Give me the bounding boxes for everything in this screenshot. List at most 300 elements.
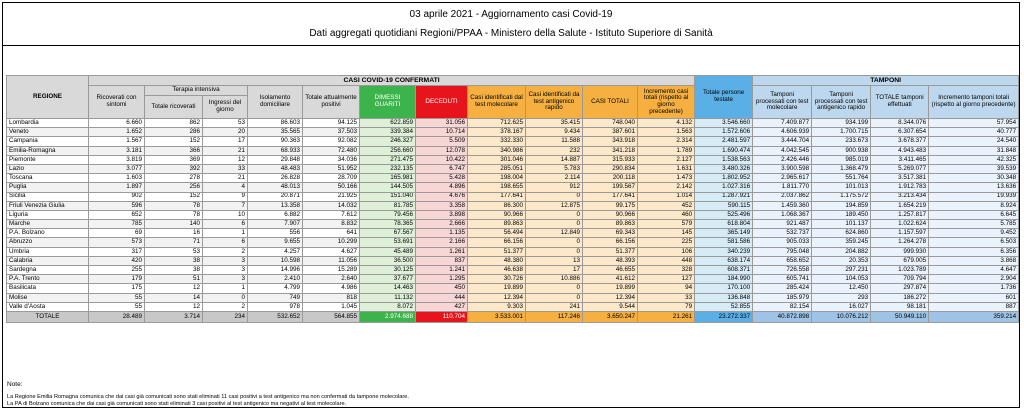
cell-ricoverati: 785 [89, 220, 145, 229]
cell-regione: Valle d'Aosta [7, 302, 89, 311]
table-row [7, 137, 1019, 146]
total-isolamento: 532.652 [248, 311, 303, 322]
cell-casi-molecolare: 66.156 [468, 238, 526, 247]
table-row [7, 128, 1019, 137]
cell-deceduti: 3.898 [416, 210, 468, 219]
cell-regione: Puglia [7, 183, 89, 192]
cell-casi-antigenico: 9.434 [526, 128, 583, 137]
cell-dimessi-guariti: 45.489 [360, 247, 416, 256]
cell-tamponi-antigenico: 985.019 [812, 155, 871, 164]
table-row [7, 164, 1019, 173]
cell-incremento-tamponi: 601 [929, 293, 1019, 302]
cell-dimessi-guariti: 232.135 [360, 164, 416, 173]
cell-casi-totali: 89.863 [583, 220, 638, 229]
cell-isolamento: 10.598 [248, 256, 303, 265]
cell-ti-ingressi: 2 [203, 302, 248, 311]
cell-ricoverati: 3.077 [89, 164, 145, 173]
cell-tamponi-antigenico: 624.860 [812, 229, 871, 238]
cell-tamponi-totale: 3.411.465 [871, 155, 929, 164]
total-tamponi-totale: 50.949.110 [871, 311, 929, 322]
cell-persone-testate: 1.027.316 [695, 183, 753, 192]
table-row [7, 146, 1019, 155]
cell-casi-molecolare: 177.641 [468, 192, 526, 201]
cell-incremento-tamponi: 6.645 [929, 210, 1019, 219]
cell-casi-molecolare: 198.655 [468, 183, 526, 192]
cell-regione: Lombardia [7, 119, 89, 128]
cell-incremento-casi: 460 [638, 210, 695, 219]
cell-tamponi-totale: 1.023.789 [871, 266, 929, 275]
cell-isolamento: 20.871 [248, 192, 303, 201]
cell-regione: Lazio [7, 164, 89, 173]
cell-tamponi-molecolare: 3.900.598 [753, 164, 812, 173]
cell-attualmente-positivi: 14.032 [303, 201, 360, 210]
cell-isolamento: 68.933 [248, 146, 303, 155]
cell-ti-ingressi: 4 [203, 183, 248, 192]
cell-ti-totale: 14 [145, 293, 203, 302]
cell-casi-antigenico: 2.114 [526, 174, 583, 183]
cell-tamponi-antigenico: 233.673 [812, 137, 871, 146]
cell-persone-testate: 3.480.326 [695, 164, 753, 173]
cell-persone-testate: 638.174 [695, 256, 753, 265]
table-row [7, 210, 1019, 219]
cell-incremento-tamponi: 6.356 [929, 247, 1019, 256]
cell-ti-totale: 53 [145, 247, 203, 256]
cell-dimessi-guariti: 144.505 [360, 183, 416, 192]
total-deceduti: 110.704 [416, 311, 468, 322]
cell-deceduti: 5.428 [416, 174, 468, 183]
cell-tamponi-antigenico: 101.013 [812, 183, 871, 192]
cell-attualmente-positivi: 7.612 [303, 210, 360, 219]
col-attualmente-positivi: Totale attualmente positivi [303, 86, 360, 119]
table-row [7, 302, 1019, 311]
cell-tamponi-antigenico: 1.700.715 [812, 128, 871, 137]
cell-tamponi-totale: 6.307.654 [871, 128, 929, 137]
cell-casi-antigenico: 10.886 [526, 275, 583, 284]
cell-ti-totale: 152 [145, 192, 203, 201]
col-persone-testate: Totale persone testate [695, 76, 753, 119]
cell-dimessi-guariti: 256.660 [360, 146, 416, 155]
cell-persone-testate: 170.100 [695, 284, 753, 293]
cell-isolamento: 14.996 [248, 266, 303, 275]
cell-deceduti: 4.896 [416, 183, 468, 192]
cell-tamponi-totale: 679.005 [871, 256, 929, 265]
cell-regione: Sicilia [7, 192, 89, 201]
cell-deceduti: 2.666 [416, 220, 468, 229]
cell-casi-antigenico: 241 [526, 302, 583, 311]
cell-casi-totali: 90.966 [583, 210, 638, 219]
cell-casi-totali: 48.393 [583, 256, 638, 265]
cell-persone-testate: 3.546.660 [695, 119, 753, 128]
cell-tamponi-molecolare: 658.652 [753, 256, 812, 265]
cell-isolamento: 6.882 [248, 210, 303, 219]
totals-row [7, 311, 1019, 322]
cell-tamponi-totale: 1.912.783 [871, 183, 929, 192]
cell-isolamento: 556 [248, 229, 303, 238]
cell-attualmente-positivi: 72.480 [303, 146, 360, 155]
cell-casi-antigenico: 12.849 [526, 229, 583, 238]
cell-incremento-tamponi: 887 [929, 302, 1019, 311]
cell-incremento-casi: 106 [638, 247, 695, 256]
cell-incremento-casi: 1.473 [638, 174, 695, 183]
cell-dimessi-guariti: 165.981 [360, 174, 416, 183]
cell-casi-totali: 19.899 [583, 284, 638, 293]
cell-ti-ingressi: 2 [203, 247, 248, 256]
cell-deceduti: 1.135 [416, 229, 468, 238]
cell-casi-molecolare: 46.638 [468, 266, 526, 275]
cell-deceduti: 444 [416, 293, 468, 302]
cell-regione: Abruzzo [7, 238, 89, 247]
cell-tamponi-molecolare: 2.965.617 [753, 174, 812, 183]
cell-incremento-tamponi: 8.924 [929, 201, 1019, 210]
cell-casi-molecolare: 19.899 [468, 284, 526, 293]
cell-incremento-casi: 1.014 [638, 192, 695, 201]
group-terapia-intensiva: Terapia intensiva [145, 86, 248, 96]
cell-regione: Calabria [7, 256, 89, 265]
cell-tamponi-molecolare: 2.037.862 [753, 192, 812, 201]
cell-casi-antigenico: 0 [526, 293, 583, 302]
cell-casi-totali: 12.394 [583, 293, 638, 302]
cell-casi-totali: 41.612 [583, 275, 638, 284]
cell-ti-totale: 256 [145, 183, 203, 192]
cell-ricoverati: 1.603 [89, 174, 145, 183]
group-casi-confermati: CASI COVID-19 CONFERMATI [89, 76, 695, 86]
cell-casi-antigenico: 14.887 [526, 155, 583, 164]
cell-deceduti: 837 [416, 256, 468, 265]
cell-tamponi-molecolare: 905.033 [753, 238, 812, 247]
cell-casi-totali: 51.377 [583, 247, 638, 256]
cell-casi-antigenico: 0 [526, 220, 583, 229]
cell-isolamento: 978 [248, 302, 303, 311]
cell-tamponi-molecolare: 726.558 [753, 266, 812, 275]
cell-incremento-tamponi: 4.647 [929, 266, 1019, 275]
cell-attualmente-positivi: 8.832 [303, 220, 360, 229]
cell-casi-molecolare: 56.494 [468, 229, 526, 238]
cell-regione: Friuli Venezia Giulia [7, 201, 89, 210]
cell-isolamento: 2.410 [248, 275, 303, 284]
cell-tamponi-totale: 8.344.076 [871, 119, 929, 128]
col-ti-ingressi: Ingressi del giorno [203, 96, 248, 119]
cell-attualmente-positivi: 11.056 [303, 256, 360, 265]
cell-casi-totali: 315.933 [583, 155, 638, 164]
cell-deceduti: 450 [416, 284, 468, 293]
total-incremento-casi: 21.261 [638, 311, 695, 322]
cell-tamponi-antigenico: 293 [812, 293, 871, 302]
cell-persone-testate: 136.848 [695, 293, 753, 302]
cell-ti-ingressi: 10 [203, 210, 248, 219]
cell-tamponi-antigenico: 551.764 [812, 174, 871, 183]
cell-regione: P.A. Trento [7, 275, 89, 284]
cell-casi-molecolare: 285.051 [468, 164, 526, 173]
cell-casi-molecolare: 51.377 [468, 247, 526, 256]
cell-tamponi-antigenico: 189.450 [812, 210, 871, 219]
cell-casi-totali: 177.641 [583, 192, 638, 201]
col-regione: REGIONE [7, 76, 89, 119]
col-dimessi-guariti: DIMESSI GUARITI [360, 86, 416, 119]
cell-regione: Emilia-Romagna [7, 146, 89, 155]
cell-incremento-tamponi: 19.939 [929, 192, 1019, 201]
cell-dimessi-guariti: 271.475 [360, 155, 416, 164]
cell-casi-antigenico: 0 [526, 192, 583, 201]
report-subtitle: Dati aggregati quotidiani Regioni/PPAA - Ministero della Salute - Istituto Superiore di Sanità [309, 28, 713, 39]
cell-deceduti: 3.358 [416, 201, 468, 210]
cell-ricoverati: 55 [89, 302, 145, 311]
cell-ti-totale: 392 [145, 164, 203, 173]
cell-isolamento: 749 [248, 293, 303, 302]
cell-isolamento: 4.257 [248, 247, 303, 256]
cell-dimessi-guariti: 339.384 [360, 128, 416, 137]
cell-regione: P.A. Bolzano [7, 229, 89, 238]
col-tamponi-molecolare: Tamponi processati con test molecolare [753, 86, 812, 119]
cell-incremento-tamponi: 2.904 [929, 275, 1019, 284]
table-row [7, 238, 1019, 247]
cell-deceduti: 427 [416, 302, 468, 311]
cell-ti-ingressi: 33 [203, 164, 248, 173]
cell-tamponi-molecolare: 285.424 [753, 284, 812, 293]
cell-casi-molecolare: 30.726 [468, 275, 526, 284]
cell-attualmente-positivi: 10.299 [303, 238, 360, 247]
cell-persone-testate: 590.115 [695, 201, 753, 210]
cell-tamponi-totale: 709.794 [871, 275, 929, 284]
cell-incremento-tamponi: 57.954 [929, 119, 1019, 128]
table-row [7, 229, 1019, 238]
cell-casi-antigenico: 912 [526, 183, 583, 192]
cell-casi-molecolare: 48.380 [468, 256, 526, 265]
cell-regione: Liguria [7, 210, 89, 219]
cell-casi-molecolare: 378.167 [468, 128, 526, 137]
cell-casi-totali: 748.040 [583, 119, 638, 128]
cell-incremento-tamponi: 42.325 [929, 155, 1019, 164]
cell-tamponi-totale: 999.930 [871, 247, 929, 256]
cell-tamponi-totale: 1.264.278 [871, 238, 929, 247]
cell-casi-antigenico: 5.783 [526, 164, 583, 173]
cell-ti-totale: 152 [145, 137, 203, 146]
total-casi-antigenico: 117.246 [526, 311, 583, 322]
cell-casi-molecolare: 332.330 [468, 137, 526, 146]
cell-ti-totale: 12 [145, 302, 203, 311]
cell-tamponi-molecolare: 7.409.877 [753, 119, 812, 128]
cell-isolamento: 35.565 [248, 128, 303, 137]
cell-deceduti: 2.166 [416, 238, 468, 247]
total-ti-ingressi: 234 [203, 311, 248, 322]
report-title: 03 aprile 2021 - Aggiornamento casi Covid-19 [409, 9, 613, 20]
cell-incremento-casi: 33 [638, 293, 695, 302]
cell-casi-antigenico: 13 [526, 256, 583, 265]
cell-tamponi-antigenico: 900.938 [812, 146, 871, 155]
table-row [7, 247, 1019, 256]
cell-incremento-casi: 448 [638, 256, 695, 265]
cell-tamponi-antigenico: 204.882 [812, 247, 871, 256]
cell-incremento-casi: 79 [638, 302, 695, 311]
cell-tamponi-molecolare: 3.444.704 [753, 137, 812, 146]
cell-ricoverati: 317 [89, 247, 145, 256]
cell-isolamento: 48.483 [248, 164, 303, 173]
cell-casi-molecolare: 9.303 [468, 302, 526, 311]
cell-tamponi-molecolare: 2.426.446 [753, 155, 812, 164]
cell-casi-totali: 99.175 [583, 201, 638, 210]
col-casi-antigenico: Casi identificati da test antigenico rapido [526, 86, 583, 119]
cell-incremento-tamponi: 9.452 [929, 229, 1019, 238]
cell-attualmente-positivi: 28.709 [303, 174, 360, 183]
cell-dimessi-guariti: 79.456 [360, 210, 416, 219]
cell-ti-ingressi: 17 [203, 137, 248, 146]
cell-incremento-tamponi: 24.540 [929, 137, 1019, 146]
total-tamponi-antigenico: 10.076.212 [812, 311, 871, 322]
cell-casi-molecolare: 301.046 [468, 155, 526, 164]
cell-ricoverati: 1.567 [89, 137, 145, 146]
col-tamponi-antigenico: Tamponi processati con test antigenico rapido [812, 86, 871, 119]
cell-tamponi-antigenico: 359.245 [812, 238, 871, 247]
table-row [7, 220, 1019, 229]
cell-tamponi-antigenico: 12.450 [812, 284, 871, 293]
cell-persone-testate: 581.586 [695, 238, 753, 247]
cell-tamponi-antigenico: 1.368.479 [812, 164, 871, 173]
cell-regione: Piemonte [7, 155, 89, 164]
cell-ti-totale: 286 [145, 128, 203, 137]
col-ricoverati: Ricoverati con sintomi [89, 86, 145, 119]
cell-persone-testate: 608.371 [695, 266, 753, 275]
report-frame [2, 2, 1020, 408]
cell-regione: Basilicata [7, 284, 89, 293]
cell-ricoverati: 179 [89, 275, 145, 284]
table-body [7, 119, 1019, 312]
cell-tamponi-totale: 1.257.817 [871, 210, 929, 219]
covid-table [6, 75, 1019, 323]
cell-attualmente-positivi: 34.036 [303, 155, 360, 164]
cell-ricoverati: 175 [89, 284, 145, 293]
cell-isolamento: 86.603 [248, 119, 303, 128]
cell-casi-totali: 69.343 [583, 229, 638, 238]
table-row [7, 183, 1019, 192]
cell-isolamento: 90.363 [248, 137, 303, 146]
cell-persone-testate: 2.481.597 [695, 137, 753, 146]
cell-regione: Umbria [7, 247, 89, 256]
note-line: La PA di Bolzano comunica che dai casi già comunicati sono stati eliminati 3 casi positivi al test antigenico ma negativi al test molecolare. [7, 401, 347, 408]
cell-persone-testate: 184.990 [695, 275, 753, 284]
cell-incremento-tamponi: 5.785 [929, 220, 1019, 229]
cell-ti-ingressi: 0 [203, 293, 248, 302]
cell-regione: Toscana [7, 174, 89, 183]
cell-ti-totale: 862 [145, 119, 203, 128]
table-row [7, 192, 1019, 201]
col-incremento-tamponi: Incremento tamponi totali (rispetto al giorno precedente) [929, 86, 1019, 119]
cell-tamponi-antigenico: 934.199 [812, 119, 871, 128]
cell-ti-ingressi: 3 [203, 256, 248, 265]
cell-tamponi-molecolare: 1.811.770 [753, 183, 812, 192]
cell-casi-molecolare: 12.394 [468, 293, 526, 302]
cell-casi-molecolare: 712.625 [468, 119, 526, 128]
total-casi-totali: 3.650.247 [583, 311, 638, 322]
cell-tamponi-molecolare: 4.042.545 [753, 146, 812, 155]
cell-ricoverati: 3.819 [89, 155, 145, 164]
cell-attualmente-positivi: 4.986 [303, 284, 360, 293]
cell-dimessi-guariti: 14.463 [360, 284, 416, 293]
cell-dimessi-guariti: 30.125 [360, 266, 416, 275]
cell-incremento-casi: 452 [638, 201, 695, 210]
cell-casi-totali: 290.834 [583, 164, 638, 173]
cell-ti-ingressi: 20 [203, 128, 248, 137]
cell-deceduti: 5.509 [416, 137, 468, 146]
cell-ricoverati: 3.181 [89, 146, 145, 155]
cell-tamponi-molecolare: 1.459.360 [753, 201, 812, 210]
cell-incremento-tamponi: 6.503 [929, 238, 1019, 247]
cell-tamponi-totale: 3.678.377 [871, 137, 929, 146]
cell-casi-molecolare: 90.966 [468, 210, 526, 219]
cell-ti-ingressi: 6 [203, 220, 248, 229]
table-row [7, 119, 1019, 128]
cell-incremento-casi: 2.127 [638, 155, 695, 164]
cell-ricoverati: 255 [89, 266, 145, 275]
cell-isolamento: 7.907 [248, 220, 303, 229]
cell-ti-ingressi: 9 [203, 192, 248, 201]
cell-tamponi-molecolare: 185.979 [753, 293, 812, 302]
cell-regione: Sardegna [7, 266, 89, 275]
cell-persone-testate: 52.855 [695, 302, 753, 311]
cell-attualmente-positivi: 1.045 [303, 302, 360, 311]
cell-dimessi-guariti: 53.691 [360, 238, 416, 247]
cell-incremento-casi: 1.789 [638, 146, 695, 155]
cell-ti-ingressi: 12 [203, 155, 248, 164]
cell-ti-totale: 12 [145, 284, 203, 293]
cell-tamponi-molecolare: 4.606.939 [753, 128, 812, 137]
cell-incremento-casi: 2.314 [638, 137, 695, 146]
cell-isolamento: 26.828 [248, 174, 303, 183]
cell-casi-totali: 343.918 [583, 137, 638, 146]
total-ricoverati: 28.489 [89, 311, 145, 322]
cell-tamponi-antigenico: 101.137 [812, 220, 871, 229]
total-persone-testate: 23.272.337 [695, 311, 753, 322]
cell-deceduti: 6.747 [416, 164, 468, 173]
cell-ricoverati: 902 [89, 192, 145, 201]
cell-ricoverati: 596 [89, 201, 145, 210]
cell-ti-totale: 140 [145, 220, 203, 229]
total-dimessi-guariti: 2.974.688 [360, 311, 416, 322]
cell-attualmente-positivi: 50.166 [303, 183, 360, 192]
cell-ti-totale: 71 [145, 238, 203, 247]
cell-casi-molecolare: 89.863 [468, 220, 526, 229]
cell-deceduti: 31.056 [416, 119, 468, 128]
cell-deceduti: 1.241 [416, 266, 468, 275]
cell-tamponi-antigenico: 1.175.572 [812, 192, 871, 201]
col-ti-totale: Totale ricoverati [145, 96, 203, 119]
cell-dimessi-guariti: 67.567 [360, 229, 416, 238]
cell-ti-totale: 366 [145, 146, 203, 155]
cell-attualmente-positivi: 15.289 [303, 266, 360, 275]
cell-ricoverati: 420 [89, 256, 145, 265]
cell-deceduti: 1.261 [416, 247, 468, 256]
cell-incremento-tamponi: 40.777 [929, 128, 1019, 137]
cell-tamponi-totale: 186.272 [871, 293, 929, 302]
cell-attualmente-positivi: 51.952 [303, 164, 360, 173]
cell-incremento-casi: 4.132 [638, 119, 695, 128]
cell-ti-ingressi: 6 [203, 238, 248, 247]
total-incremento-tamponi: 359.214 [929, 311, 1019, 322]
cell-tamponi-molecolare: 532.737 [753, 229, 812, 238]
cell-tamponi-totale: 1.157.597 [871, 229, 929, 238]
cell-casi-totali: 66.156 [583, 238, 638, 247]
cell-persone-testate: 1.287.921 [695, 192, 753, 201]
cell-casi-antigenico: 12.875 [526, 201, 583, 210]
cell-deceduti: 10.714 [416, 128, 468, 137]
cell-tamponi-totale: 3.517.381 [871, 174, 929, 183]
cell-tamponi-totale: 3.213.434 [871, 192, 929, 201]
total-casi-molecolare: 3.533.001 [468, 311, 526, 322]
table-row [7, 266, 1019, 275]
cell-incremento-casi: 1.631 [638, 164, 695, 173]
cell-tamponi-totale: 1.022.624 [871, 220, 929, 229]
table-row [7, 155, 1019, 164]
cell-deceduti: 10.422 [416, 155, 468, 164]
cell-incremento-casi: 579 [638, 220, 695, 229]
